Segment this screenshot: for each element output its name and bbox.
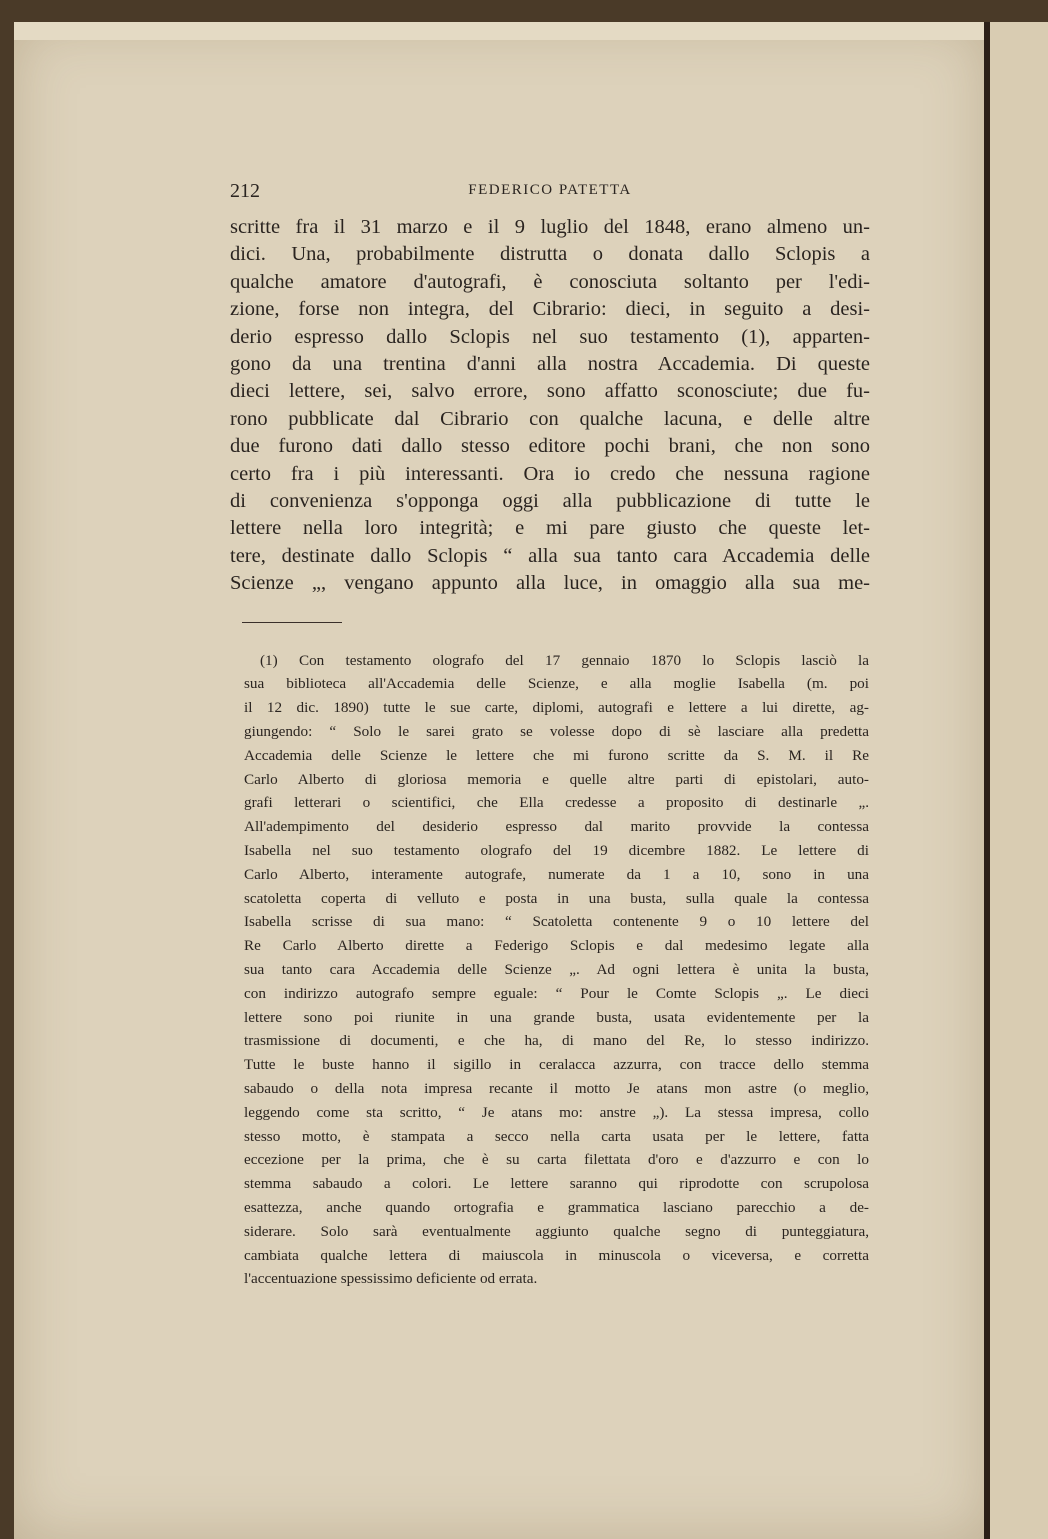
footnote-line: giungendo: “ Solo le sarei grato se volesse dopo di sè lasciare alla predetta [244,723,869,741]
footnote-line: siderare. Solo sarà eventualmente aggiunto qualche segno di punteggiatura, [244,1222,869,1240]
page-header [230,180,870,208]
body-line: scritte fra il 31 marzo e il 9 luglio del 1848, erano almeno un- [230,216,870,238]
footnote [244,649,869,1292]
footnote-line: grafi letterari o scientifici, che Ella credesse a proposito di destinarle „. [244,794,869,812]
page-number: 212 [230,180,260,202]
body-line: certo fra i più interessanti. Ora io credo che nessuna ragione [230,462,870,485]
body-line: tere, destinate dallo Sclopis “ alla sua tanto cara Accademia delle [230,544,870,567]
footnote-line: Accademia delle Scienze le lettere che mi furono scritte da S. M. il Re [244,746,869,764]
body-line: due furono dati dallo stesso editore pochi brani, che non sono [230,435,870,458]
footnote-line: All'adempimento del desiderio espresso dal marito provvide la contessa [244,818,869,836]
footnote-line: il 12 dic. 1890) tutte le sue carte, diplomi, autografi e lettere a lui dirette, ag- [244,699,869,717]
footnote-line: sabaudo o della nota impresa recante il motto Je atans mon astre (o meglio, [244,1080,869,1098]
running-head: FEDERICO PATETTA [468,182,632,198]
footnote-line: cambiata qualche lettera di maiuscola in minuscola o viceversa, e corretta [244,1246,869,1264]
footnote-line: eccezione per la prima, che è su carta filettata d'oro e d'azzurro e con lo [244,1151,869,1169]
body-line: rono pubblicate dal Cibrario con qualche lacuna, e delle altre [230,407,870,430]
footnote-line: Tutte le buste hanno il sigillo in ceralacca azzurra, con tracce dello stemma [244,1056,869,1074]
footnote-line: stemma sabaudo a colori. Le lettere saranno qui riprodotte con scrupolosa [244,1175,869,1193]
body-text [230,214,870,598]
footnote-line: Carlo Alberto di gloriosa memoria e quelle altre parti di epistolari, auto- [244,770,869,788]
footnote-line: con indirizzo autografo sempre eguale: “ Pour le Comte Sclopis „. Le dieci [244,984,869,1002]
footnote-line: leggendo come sta scritto, “ Je atans mo: anstre „). La stessa impresa, collo [244,1103,869,1121]
body-line: qualche amatore d'autografi, è conosciuta soltanto per l'edi- [230,270,870,293]
footnote-line: Re Carlo Alberto dirette a Federigo Sclopis e dal medesimo legate alla [244,937,869,955]
footnote-line: Isabella scrisse di sua mano: “ Scatoletta contenente 9 o 10 lettere del [244,913,869,931]
body-line: derio espresso dallo Sclopis nel suo testamento (1), apparten- [230,325,870,348]
footnote-line: Isabella nel suo testamento olografo del 19 dicembre 1882. Le lettere di [244,842,869,860]
footnote-line: esattezza, anche quando ortografia e grammatica lasciano parecchio a de- [244,1199,869,1217]
body-line: di convenienza s'opponga oggi alla pubblicazione di tutte le [230,490,870,513]
footnote-line: sua biblioteca all'Accademia delle Scienze, e alla moglie Isabella (m. poi [244,675,869,693]
text-block [230,180,870,1291]
footnote-line: lettere sono poi riunite in una grande busta, usata evidentemente per la [244,1008,869,1026]
footnote-line: scatoletta coperta di velluto e posta in una busta, sulla quale la contessa [244,889,869,907]
footnote-rule [242,622,342,623]
body-line: dici. Una, probabilmente distrutta o donata dallo Sclopis a [230,243,870,266]
footnote-line: sua tanto cara Accademia delle Scienze „. Ad ogni lettera è unita la busta, [244,961,869,979]
footnote-line: (1) Con testamento olografo del 17 gennaio 1870 lo Sclopis lasciò la [260,651,869,669]
facing-page-edge [990,22,1048,1539]
footnote-line: stesso motto, è stampata a secco nella carta usata per le lettere, fatta [244,1127,869,1145]
body-line: zione, forse non integra, del Cibrario: dieci, in seguito a desi- [230,298,870,321]
body-line: Scienze „, vengano appunto alla luce, in omaggio alla sua me- [230,572,870,595]
body-line: dieci lettere, sei, salvo errore, sono affatto sconosciute; due fu- [230,380,870,403]
footnote-line: l'accentuazione spessissimo deficiente od errata. [244,1270,538,1288]
body-line: lettere nella loro integrità; e mi pare giusto che queste let- [230,517,870,540]
body-line: gono da una trentina d'anni alla nostra Accademia. Di queste [230,353,870,376]
footnote-line: trasmissione di documenti, e che ha, di mano del Re, lo stesso indirizzo. [244,1032,869,1050]
footnote-line: Carlo Alberto, interamente autografe, numerate da 1 a 10, sono in una [244,865,869,883]
page-top-edge [14,22,986,40]
